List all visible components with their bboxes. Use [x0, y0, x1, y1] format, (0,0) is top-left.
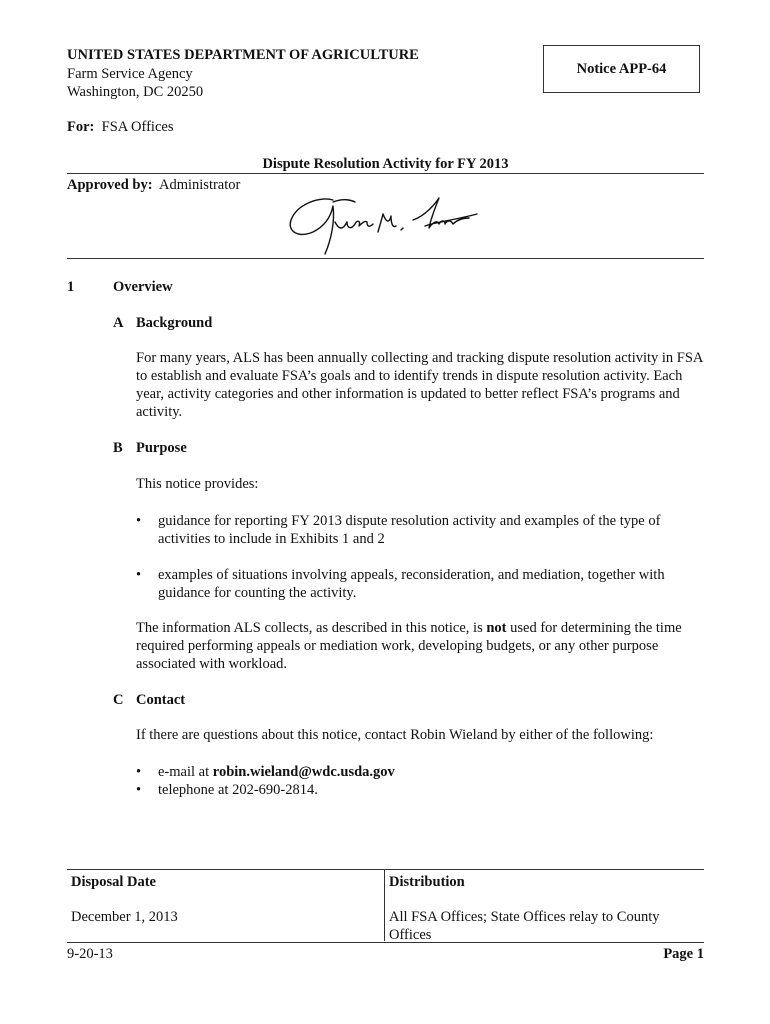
background-letter: A	[113, 315, 124, 331]
for-label: For:	[67, 119, 95, 135]
distribution-value: All FSA Offices; State Offices relay to County Offices	[389, 909, 660, 943]
bullet-glyph: •	[136, 567, 142, 583]
notice-id-box	[543, 45, 700, 93]
section-title: Overview	[113, 279, 173, 295]
purpose-bullet-2	[136, 566, 704, 602]
section-number: 1	[67, 279, 75, 295]
notice-id: Notice APP-64	[576, 61, 667, 77]
for-value: FSA Offices	[101, 119, 174, 135]
contact-intro: If there are questions about this notice, contact Robin Wieland by either of the following:	[136, 727, 654, 743]
purpose-letter: B	[113, 440, 123, 456]
contact-heading	[113, 691, 185, 709]
table-top-rule	[67, 869, 704, 870]
agency-header	[67, 46, 419, 102]
title-rule	[67, 173, 704, 174]
bullet-glyph: •	[136, 764, 142, 780]
background-title: Background	[136, 315, 213, 331]
email-prefix: e-mail at	[158, 764, 213, 780]
purpose-note-start: The information ALS collects, as described in this notice, is	[136, 620, 487, 636]
purpose-note-emphasis: not	[486, 620, 507, 636]
phone-text: telephone at 202-690-2814.	[158, 782, 318, 798]
for-line	[67, 118, 173, 136]
email-link[interactable]: robin.wieland@wdc.usda.gov	[212, 764, 395, 780]
approved-line	[67, 176, 240, 194]
page-number: Page 1	[663, 946, 704, 962]
purpose-title: Purpose	[136, 440, 187, 456]
distribution-header: Distribution	[389, 874, 465, 890]
contact-title: Contact	[136, 692, 186, 708]
purpose-bullet-text: guidance for reporting FY 2013 dispute resolution activity and examples of the type of activities to include in Exhibits 1 and 2	[158, 513, 661, 547]
purpose-bullet-1	[136, 512, 704, 548]
contact-letter: C	[113, 692, 124, 708]
background-text: For many years, ALS has been annually collecting and tracking dispute resolution activity in FSA to establish and evaluate FSA’s goals and to identify trends in dispute resolution activity. Each year, activity categories and other information is updated to better reflect FSA’s programs and activity.	[136, 350, 703, 420]
background-heading	[113, 314, 212, 332]
bullet-glyph: •	[136, 513, 142, 529]
signature-rule	[67, 258, 704, 259]
signature-icon	[285, 192, 485, 256]
disposal-date-value: December 1, 2013	[71, 909, 178, 925]
approved-label: Approved by:	[67, 177, 153, 193]
purpose-intro: This notice provides:	[136, 476, 259, 492]
contact-bullet-phone	[136, 781, 704, 799]
purpose-note-end: used for determining the time required performing appeals or mediation work, developing budgets, or any other purpose associated with workload.	[136, 620, 682, 672]
purpose-note	[136, 619, 704, 673]
approved-value: Administrator	[159, 177, 241, 193]
document-title: Dispute Resolution Activity for FY 2013	[262, 156, 509, 172]
purpose-bullet-text: examples of situations involving appeals, reconsideration, and mediation, together with guidance for counting the activity.	[158, 567, 665, 601]
agency-location: Washington, DC 20250	[67, 84, 204, 100]
disposal-date-header: Disposal Date	[71, 874, 156, 890]
purpose-heading	[113, 439, 187, 457]
table-column-divider	[384, 869, 385, 941]
bullet-glyph: •	[136, 782, 142, 798]
footer-date: 9-20-13	[67, 946, 113, 962]
background-paragraph	[136, 349, 704, 421]
department-name: UNITED STATES DEPARTMENT OF AGRICULTURE	[67, 47, 419, 63]
contact-bullet-email	[136, 763, 704, 781]
agency-name: Farm Service Agency	[67, 65, 193, 82]
